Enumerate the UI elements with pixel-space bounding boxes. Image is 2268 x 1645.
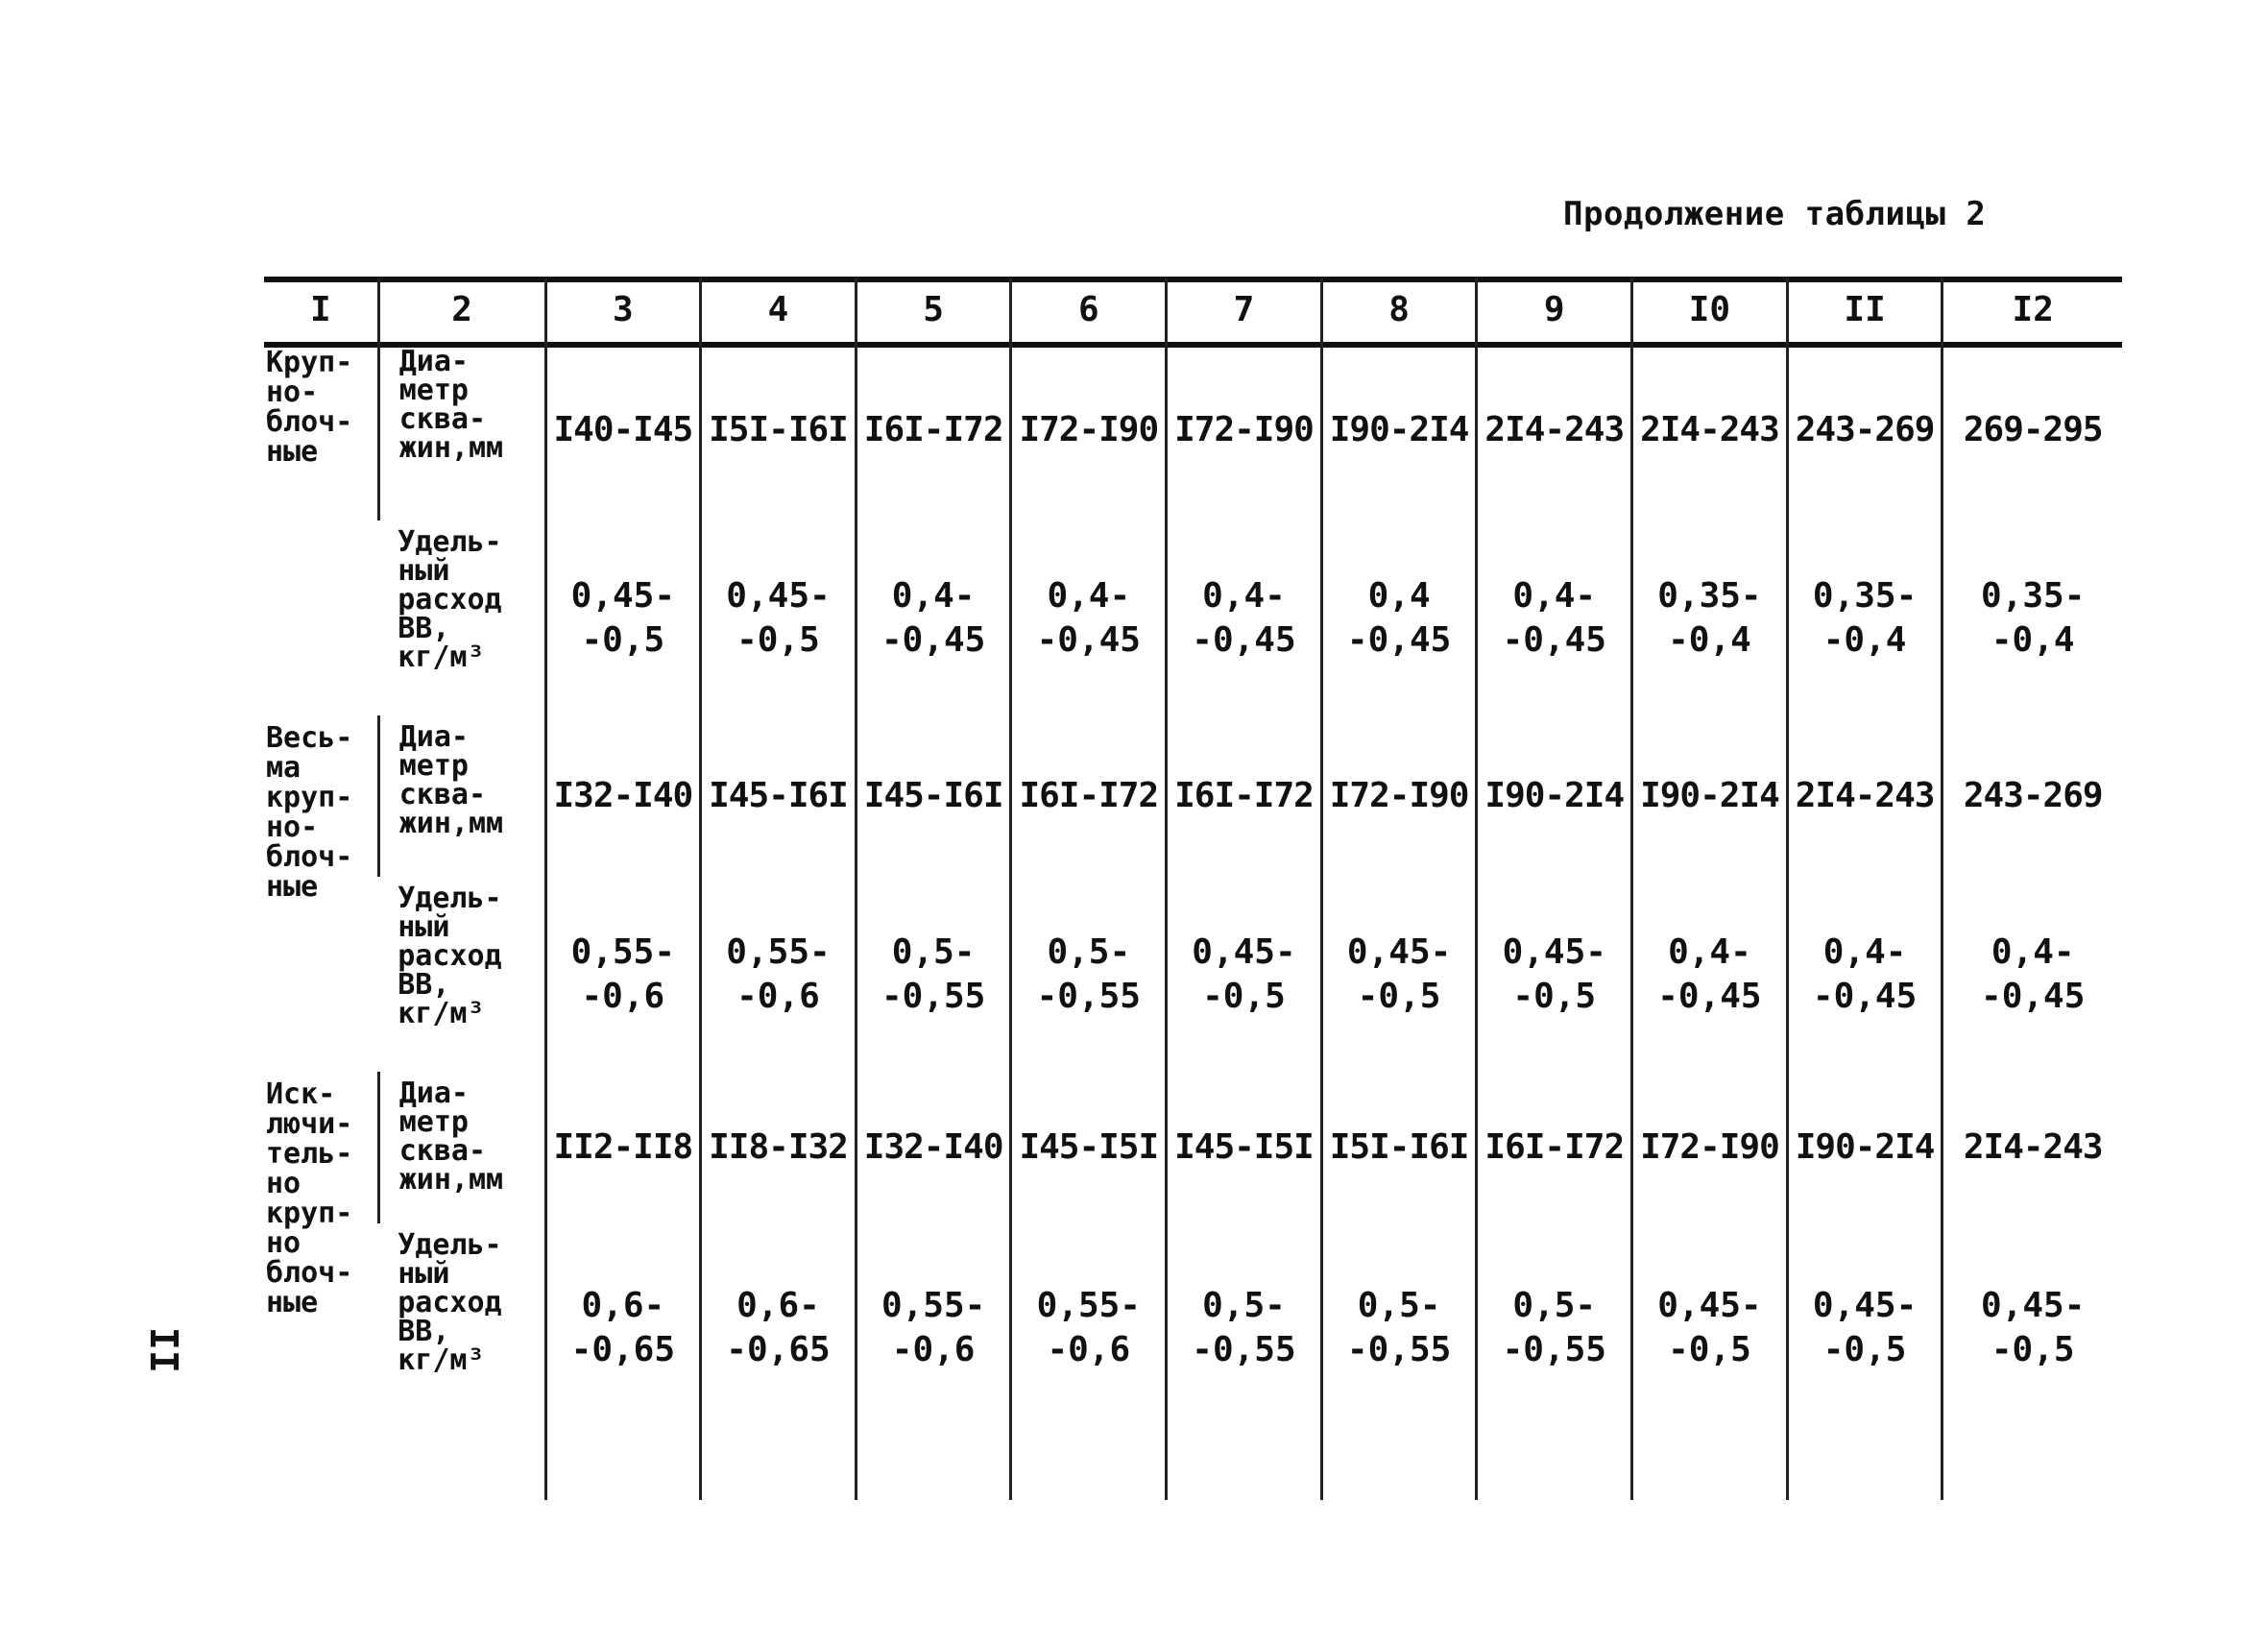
rate-cell: 0,4- -0,45 [1477, 520, 1632, 715]
diameter-cell: I90-2I4 [1787, 1072, 1942, 1223]
diameter-cell: I45-I6I [856, 715, 1011, 877]
rate-label-cell: Удель- ный расход ВВ, кг/м³ [398, 1228, 502, 1377]
diameter-cell: I6I-I72 [856, 340, 1011, 520]
diameter-cell: I6I-I72 [1167, 715, 1322, 877]
diameter-cell: I6I-I72 [1477, 1072, 1632, 1223]
column-header: 6 [1011, 278, 1167, 340]
diameter-cell: I72-I90 [1632, 1072, 1788, 1223]
empty-cell [378, 1433, 545, 1500]
rate-label-cell: Удель- ный расход ВВ, кг/м³ [398, 882, 502, 1030]
diameter-cell: 2I4-243 [1477, 340, 1632, 520]
empty-cell [1477, 1433, 1632, 1500]
rate-cell: 0,55- -0,6 [1011, 1223, 1167, 1433]
column-header: 2 [378, 278, 545, 340]
diameter-cell: II2-II8 [545, 1072, 701, 1223]
rate-cell: 0,4- -0,45 [1942, 877, 2122, 1072]
rate-cell: 0,45- -0,5 [701, 520, 857, 715]
table-row-rate [264, 520, 2122, 715]
rate-cell: 0,6- -0,65 [545, 1223, 701, 1433]
table-row-diameter [264, 1072, 2122, 1223]
rate-cell: 0,45- -0,5 [1942, 1223, 2122, 1433]
data-table [264, 278, 2122, 1500]
header-row [264, 278, 2122, 340]
diameter-cell: 2I4-243 [1787, 715, 1942, 877]
category-cell: Иск- лючи- тель- но круп- но блоч- ные [266, 1077, 353, 1319]
table-row-rate [264, 877, 2122, 1072]
diameter-label-cell: Диа- метр сква- жин,мм [378, 715, 545, 877]
table-row-rate [264, 1223, 2122, 1433]
column-header: II [1787, 278, 1942, 340]
column-header: I [310, 289, 331, 329]
diameter-cell: I45-I5I [1167, 1072, 1322, 1223]
rate-cell: 0,5- -0,55 [1011, 877, 1167, 1072]
diameter-cell: 243-269 [1942, 715, 2122, 877]
rate-cell: 0,5- -0,55 [1167, 1223, 1322, 1433]
empty-cell [701, 1433, 857, 1500]
diameter-cell: 2I4-243 [1632, 340, 1788, 520]
column-header: 4 [701, 278, 857, 340]
table-body [264, 340, 2122, 1500]
diameter-cell: I45-I6I [701, 715, 857, 877]
diameter-cell: 243-269 [1787, 340, 1942, 520]
category-cell: Весь- ма круп- но- блоч- ные [266, 721, 353, 904]
empty-cell [545, 1433, 701, 1500]
diameter-cell: I90-2I4 [1632, 715, 1788, 877]
diameter-cell: 2I4-243 [1942, 1072, 2122, 1223]
diameter-cell: I6I-I72 [1011, 715, 1167, 877]
diameter-label-cell: Диа- метр сква- жин,мм [378, 1072, 545, 1223]
diameter-cell: I72-I90 [1167, 340, 1322, 520]
rate-cell: 0,4- -0,45 [1167, 520, 1322, 715]
rate-cell: 0,4- -0,45 [856, 520, 1011, 715]
rate-cell: 0,45- -0,5 [1321, 877, 1477, 1072]
rate-cell: 0,55- -0,6 [701, 877, 857, 1072]
rate-cell: 0,35- -0,4 [1787, 520, 1942, 715]
rate-cell: 0,55- -0,6 [545, 877, 701, 1072]
column-header: 5 [856, 278, 1011, 340]
rate-cell: 0,45- -0,5 [1787, 1223, 1942, 1433]
empty-cell [1011, 1433, 1167, 1500]
empty-cell [1321, 1433, 1477, 1500]
page-number: II [144, 1326, 188, 1373]
table-row-diameter [264, 715, 2122, 877]
rate-cell: 0,35- -0,4 [1632, 520, 1788, 715]
column-header: 7 [1167, 278, 1322, 340]
diameter-cell: I32-I40 [545, 715, 701, 877]
diameter-cell: I5I-I6I [701, 340, 857, 520]
empty-cell [1787, 1433, 1942, 1500]
rate-cell: 0,45- -0,5 [1477, 877, 1632, 1072]
category-cell: Круп- но- блоч- ные [266, 346, 353, 469]
diameter-cell: I40-I45 [545, 340, 701, 520]
rate-cell: 0,5- -0,55 [1321, 1223, 1477, 1433]
column-header: I0 [1632, 278, 1788, 340]
rate-cell: 0,4- -0,45 [1011, 520, 1167, 715]
rate-cell: 0,45- -0,5 [1632, 1223, 1788, 1433]
diameter-label-cell: Диа- метр сква- жин,мм [378, 340, 545, 520]
column-header: 3 [545, 278, 701, 340]
diameter-cell: I32-I40 [856, 1072, 1011, 1223]
diameter-cell: 269-295 [1942, 340, 2122, 520]
rate-cell: 0,5- -0,55 [1477, 1223, 1632, 1433]
table-row-tail [264, 1433, 2122, 1500]
diameter-cell: I72-I90 [1011, 340, 1167, 520]
diameter-cell: I72-I90 [1321, 715, 1477, 877]
column-header: 9 [1477, 278, 1632, 340]
column-header: 8 [1321, 278, 1477, 340]
rate-cell: 0,4- -0,45 [1632, 877, 1788, 1072]
column-header: I2 [1942, 278, 2122, 340]
diameter-cell: I45-I5I [1011, 1072, 1167, 1223]
rate-cell: 0,55- -0,6 [856, 1223, 1011, 1433]
rate-cell: 0,4 -0,45 [1321, 520, 1477, 715]
diameter-cell: I5I-I6I [1321, 1072, 1477, 1223]
diameter-cell: II8-I32 [701, 1072, 857, 1223]
diameter-cell: I90-2I4 [1321, 340, 1477, 520]
table-row-diameter [264, 340, 2122, 520]
table-caption: Продолжение таблицы 2 [1563, 195, 1987, 233]
empty-cell [856, 1433, 1011, 1500]
diameter-cell: I90-2I4 [1477, 715, 1632, 877]
empty-cell [1632, 1433, 1788, 1500]
rate-cell: 0,6- -0,65 [701, 1223, 857, 1433]
empty-cell [1942, 1433, 2122, 1500]
rate-cell: 0,4- -0,45 [1787, 877, 1942, 1072]
rate-cell: 0,45- -0,5 [545, 520, 701, 715]
rate-cell: 0,45- -0,5 [1167, 877, 1322, 1072]
empty-cell [1167, 1433, 1322, 1500]
rate-label-cell: Удель- ный расход ВВ, кг/м³ [398, 525, 502, 674]
rate-cell: 0,5- -0,55 [856, 877, 1011, 1072]
table-header [264, 278, 2122, 340]
rate-cell: 0,35- -0,4 [1942, 520, 2122, 715]
